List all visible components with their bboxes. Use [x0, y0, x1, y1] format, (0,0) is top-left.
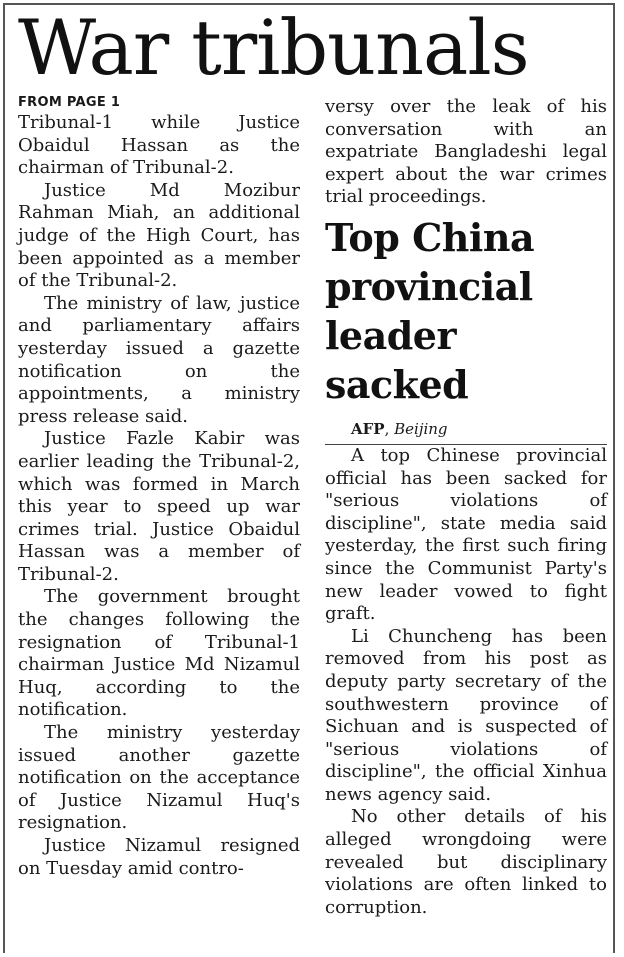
continued-paragraph: versy over the leak of his conversation with an expatriate Bangladeshi legal expert about the war crimes trial proceedings.: [325, 96, 607, 208]
paragraph: Tribunal-1 while Justice Obaidul Hassan as the chairman of Tribunal-2.: [18, 112, 300, 179]
jump-label: FROM PAGE 1: [18, 95, 121, 110]
paragraph: The ministry yesterday issued another gazette notification on the acceptance of Justice Nizamul Huq's resignation.: [18, 722, 300, 834]
left-column: [18, 96, 300, 880]
paragraph: Justice Md Mozibur Rahman Miah, an additional judge of the High Court, has been appointed as a member of the Tribunal-2.: [18, 179, 300, 292]
paragraph: A top Chinese provincial official has been sacked for "serious violations of discipline", state media said yesterday, the first such firing since the Communist Party's new leader vowed to fight graft.: [325, 444, 607, 625]
byline: AFP, Beijing: [325, 419, 607, 445]
article-headline: War tribunals: [18, 3, 529, 92]
paragraph: The ministry of law, justice and parliamentary affairs yesterday issued a gazette notification on the appointments, a ministry press release said.: [18, 292, 300, 427]
paragraph: Justice Fazle Kabir was earlier leading the Tribunal-2, which was formed in March this year to speed up war crimes trial. Justice Obaidul Hassan was a member of Tribunal-2.: [18, 428, 300, 585]
paragraph: Li Chuncheng has been removed from his post as deputy party secretary of the southwestern province of Sichuan and is suspected of "serious violations of discipline", the official Xinhua news agency said.: [325, 625, 607, 805]
byline-agency: AFP: [351, 419, 385, 438]
sub-headline: Top China provincial leader sacked: [325, 214, 535, 407]
paragraph: Justice Nizamul resigned on Tuesday amid contro-: [18, 835, 300, 879]
right-column: [325, 96, 607, 919]
byline-place: Beijing: [394, 419, 448, 438]
paragraph: The government brought the changes following the resignation of Tribunal-1 chairman Justice Md Nizamul Huq, according to the notification.: [18, 586, 300, 721]
paragraph: No other details of his alleged wrongdoing were revealed but disciplinary violations are often linked to corruption.: [325, 806, 607, 918]
